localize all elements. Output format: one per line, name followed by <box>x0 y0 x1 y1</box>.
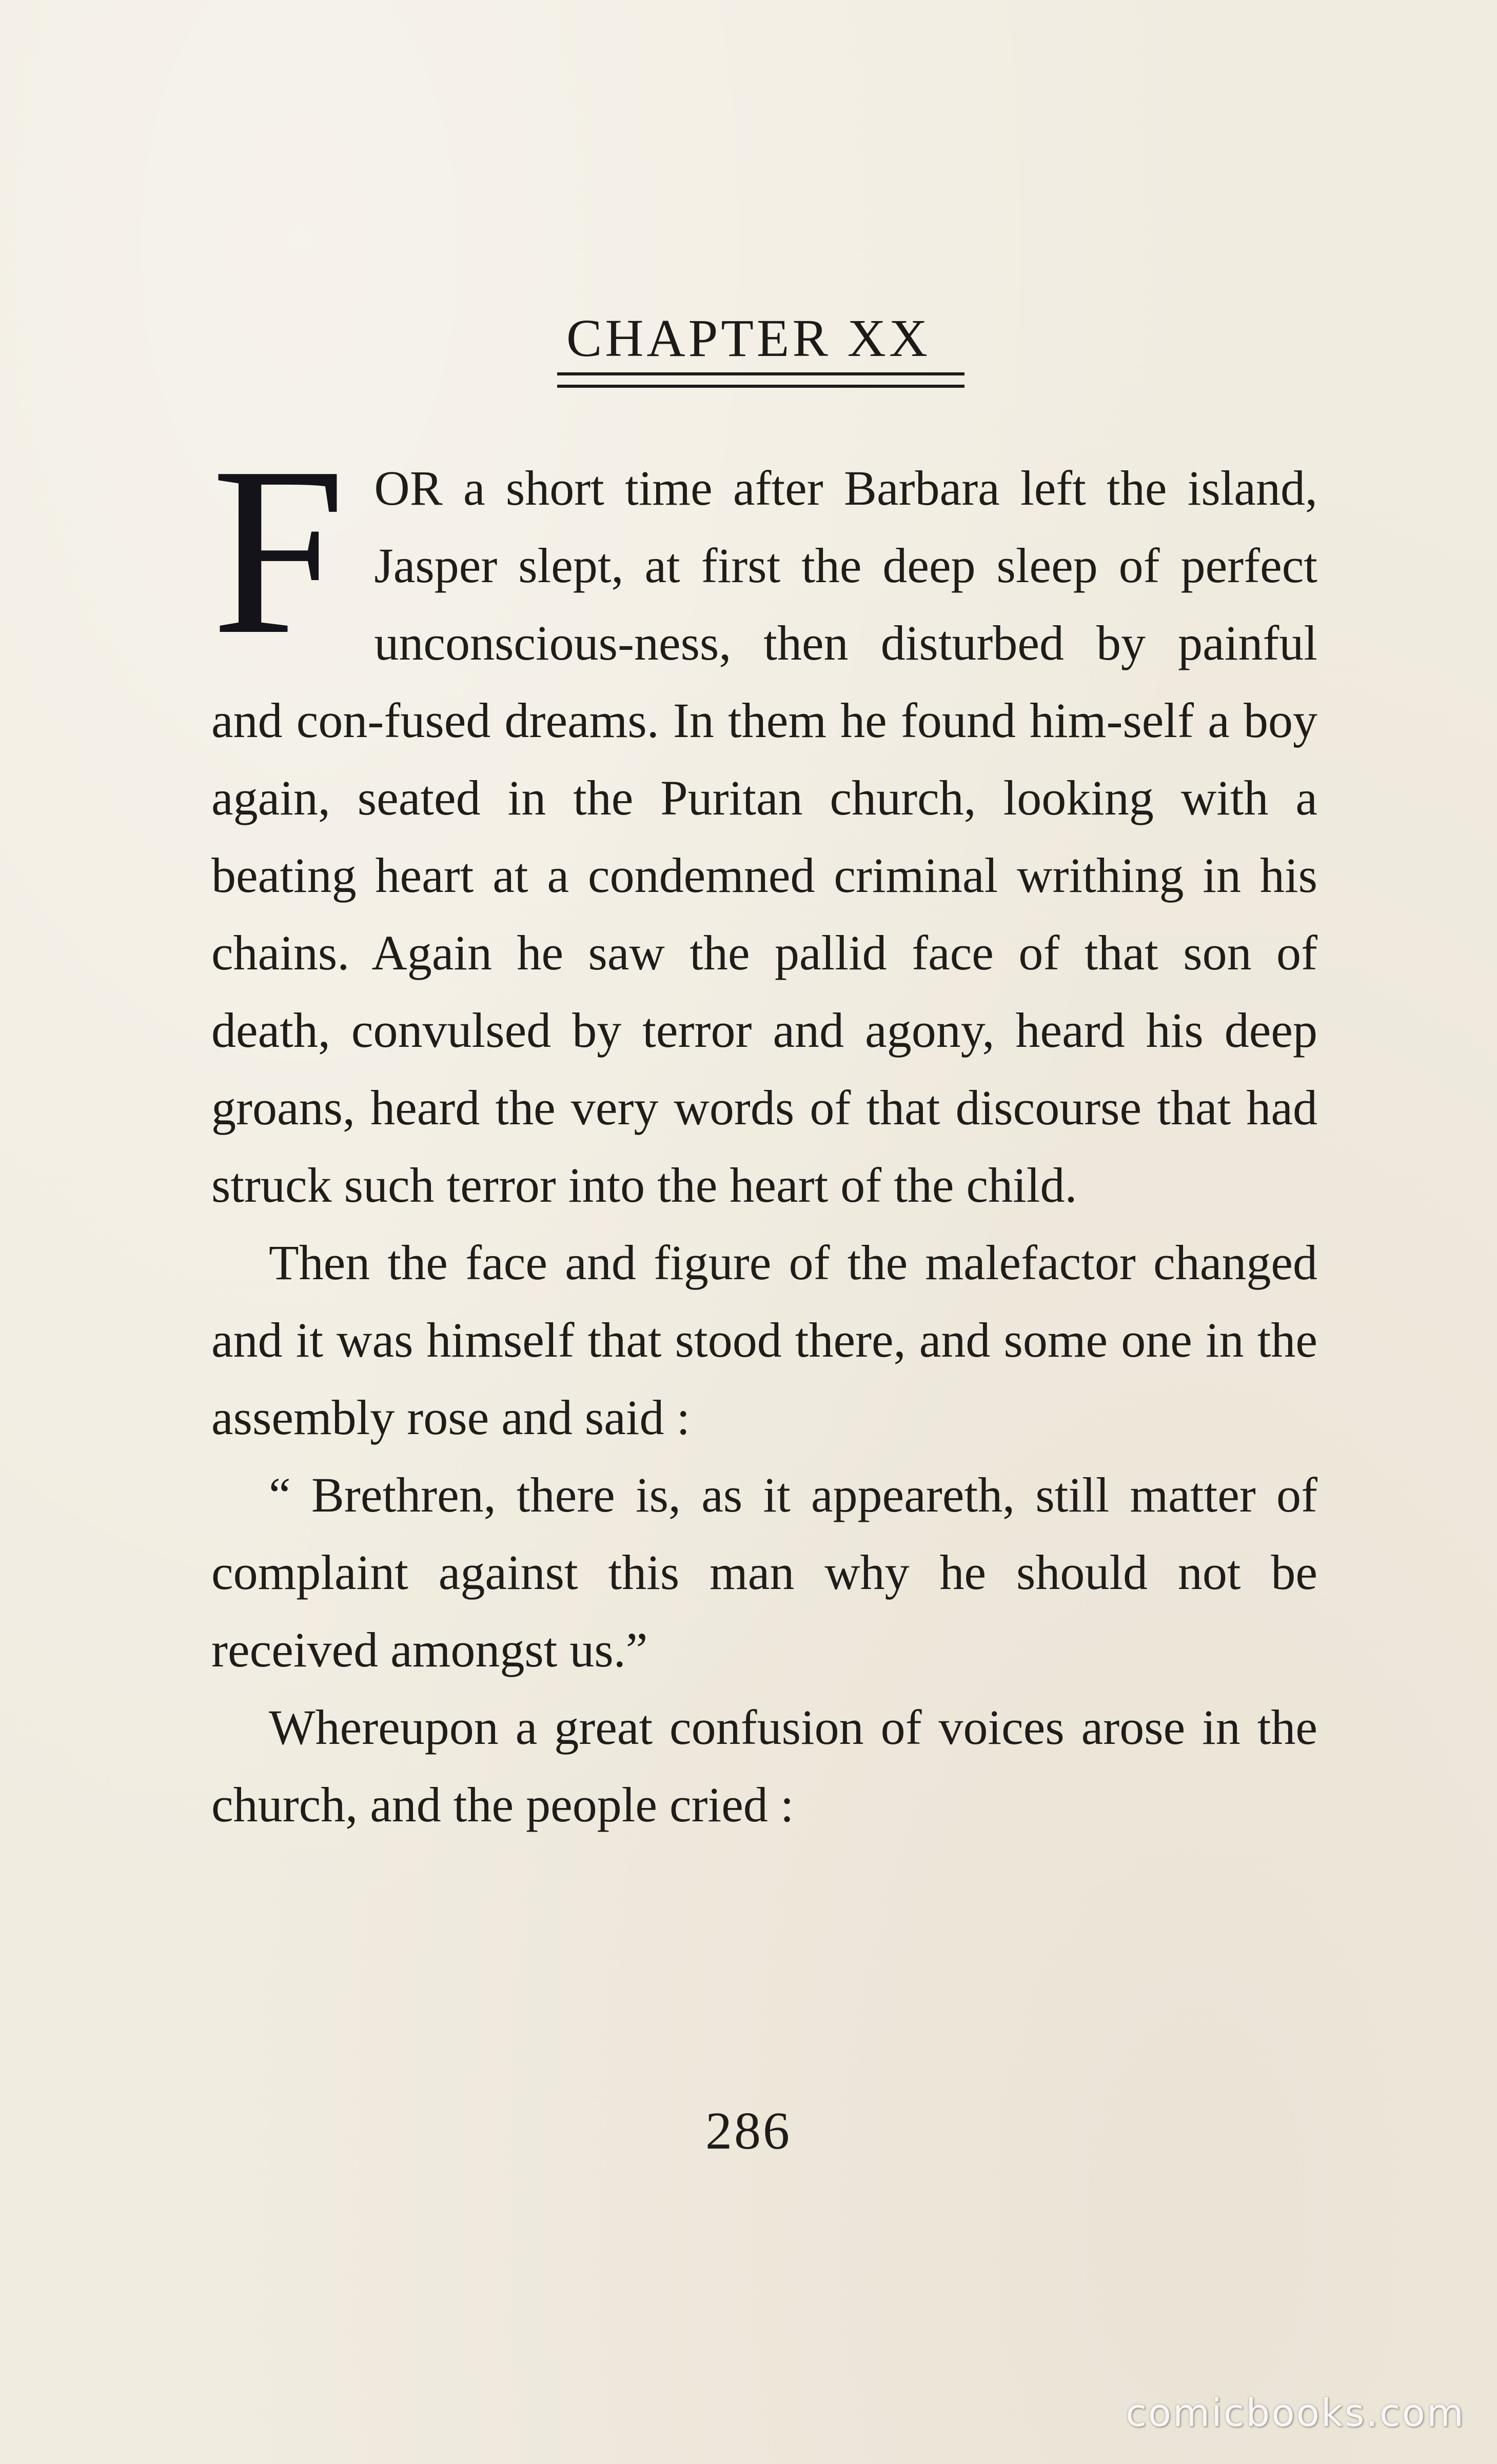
paragraph-1 <box>211 417 1317 1224</box>
body-text <box>211 417 1317 1843</box>
chapter-title-double-rule <box>557 372 964 388</box>
drop-cap-letter: F <box>211 417 346 684</box>
watermark-logo: comicbooks.com <box>1126 2391 1465 2435</box>
paragraph-4: Whereupon a great confusion of voices arose in the church, and the people cried : <box>211 1700 1317 1832</box>
paragraph-3: “ Brethren, there is, as it appeareth, still matter of complaint against this man why he should not be received amongst us.” <box>211 1467 1317 1677</box>
paragraph-1-text: OR a short time after Barbara left the island, Jasper slept, at first the deep sleep of perfect unconscious-ness, then disturbed by painful and con-fused dreams. In them he found him-self a boy again, seated in the Puritan church, looking with a beating heart at a condemned criminal writhing in his chains. Again he saw the pallid face of that son of death, convulsed by terror and agony, heard his deep groans, heard the very words of that discourse that had struck such terror into the heart of the child. <box>211 461 1317 1213</box>
paragraph-2: Then the face and figure of the malefactor changed and it was himself that stood there, and some one in the assembly rose and said : <box>211 1235 1317 1445</box>
page-number: 286 <box>705 2101 792 2160</box>
chapter-title: CHAPTER XX <box>566 309 931 368</box>
